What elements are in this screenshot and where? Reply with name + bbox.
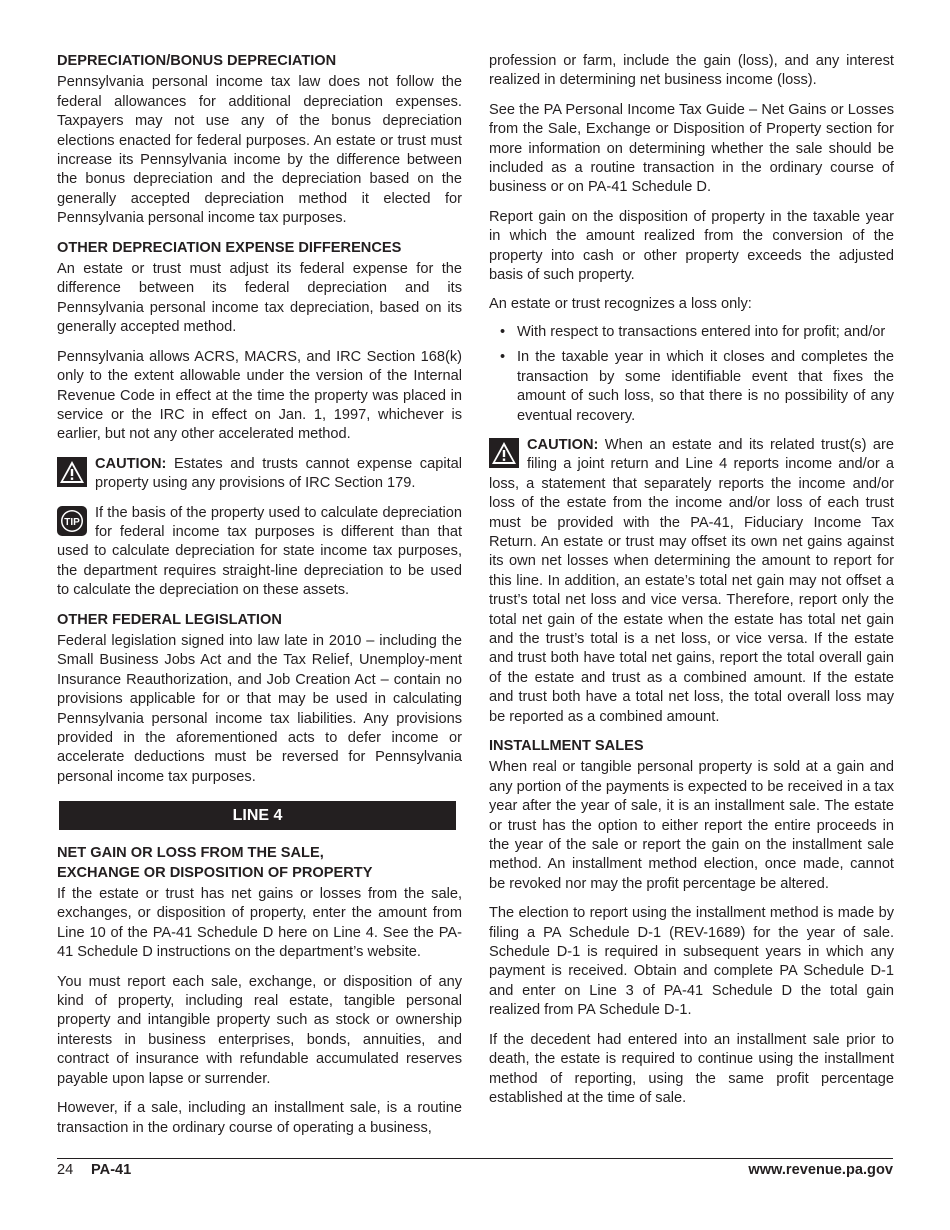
paragraph: See the PA Personal Income Tax Guide – Net Gains or Losses from the Sale, Exchange or Disposition of Property section for more information on determining whether the sale should be included as a routine transaction in the ordinary course of business or on PA-41 Schedule D. [489, 101, 894, 196]
section-heading: OTHER FEDERAL LEGISLATION [57, 611, 282, 628]
bullet-icon: • [500, 323, 506, 340]
paragraph: Pennsylvania allows ACRS, MACRS, and IRC Section 168(k) only to the extent allowable under the version of the Internal Revenue Code in effect at the time the property was placed in service or the IRC in effect on Jan. 1, 1997, whichever is earlier, but not any other accelerated method. [57, 348, 462, 443]
paragraph: When real or tangible personal property is sold at a gain and any portion of the payments is expected to be received in a tax year after the year of sale, it is an installment sale. The estate or trust has the option to either report the entire proceeds in the year of the sale or report the gain on the installment sale method. An installment method election, once made, cannot be revoked nor may the profit percentage be altered. [489, 759, 894, 892]
paragraph: If the decedent had entered into an installment sale prior to death, the estate is required to continue using the installment method of reporting, using the same profit percentage established at the time of sale. [489, 1031, 894, 1106]
page-number: 24 [57, 1162, 74, 1178]
svg-text:TIP: TIP [64, 516, 80, 528]
form-name: PA-41 [91, 1162, 132, 1178]
left-column [57, 52, 462, 1148]
paragraph: Pennsylvania personal income tax law does not follow the federal allowances for additional depreciation expenses. Taxpayers may not use any of the bonus depreciation elections enacted for federal purposes. An estate or trust must increase its Pennsylvania income by the difference between the bonus depreciation and the depreciation based on the generally accepted depreciation method it elected for Pennsylvania personal income tax purposes. [57, 74, 462, 227]
caution-note [57, 455, 462, 494]
section-heading: DEPRECIATION/BONUS DEPRECIATION [57, 53, 337, 69]
heading-line-2: EXCHANGE OR DISPOSITION OF PROPERTY [57, 864, 373, 881]
heading-line-1: NET GAIN OR LOSS FROM THE SALE, [57, 845, 324, 862]
section-bonus-depreciation [57, 52, 462, 229]
list-item-text: In the taxable year in which it closes and completes the transaction by some identifiable event that fixes the amount of such loss, so that there is no possibility of any eventual recovery. [517, 349, 894, 424]
caution-label: CAUTION: [527, 436, 599, 453]
website-link[interactable]: www.revenue.pa.gov [748, 1162, 893, 1178]
list-item [500, 323, 894, 342]
caution-label: CAUTION: [95, 455, 167, 472]
tip-icon [57, 506, 87, 536]
warning-triangle-icon [57, 457, 87, 487]
section-installment-sales [489, 737, 894, 1108]
paragraph: profession or farm, include the gain (loss), and any interest realized in determining net business income (loss). [489, 53, 894, 89]
line-4-banner: LINE 4 [59, 801, 456, 830]
footer-divider [57, 1158, 893, 1159]
paragraph: An estate or trust must adjust its federal expense for the difference between its federal depreciation and its Pennsylvania personal income tax depreciation, based on its generally accepted method. [57, 261, 462, 336]
section-net-gain-loss [57, 844, 462, 1138]
caution-note [489, 436, 894, 727]
caution-text [57, 455, 462, 494]
section-heading [57, 844, 462, 883]
section-other-depreciation [57, 239, 462, 601]
paragraph: You must report each sale, exchange, or disposition of any kind of property, including real estate, tangible personal property and intangible property such as stock or ownership interests in business enterprises, bonds, annuities, and contract of insurance with refundable accumulated reserves payable upon lapse or surrender. [57, 973, 462, 1087]
paragraph: Report gain on the disposition of property in the taxable year in which the amount realized from the conversion of the property into cash or other property exceeds the adjusted basis of such property. [489, 208, 894, 284]
right-column [489, 52, 894, 1118]
paragraph: An estate or trust recognizes a loss only: [489, 296, 752, 313]
paragraph: If the estate or trust has net gains or losses from the sale, exchanges, or disposition of property, enter the amount from Line 10 of the PA-41 Schedule D here on Line 4. See the PA-41 Schedule D instructions on the department’s website. [57, 886, 462, 961]
list-item [500, 348, 894, 426]
loss-conditions-list [489, 323, 894, 426]
caution-body: When an estate and its related trust(s) are filing a joint return and Line 4 reports income and/or a loss, a statement that separately reports the income and/or loss of the estate from the income and/or loss of each trust must be provided with the PA-41, Fiduciary Income Tax Return. An estate or trust may offset its own net gains against its own net losses when determining the amount to report for this line. In addition, an estate’s total net gain may not offset a trust’s total net loss and vice versa. Therefore, report only the total net gain of the estate when the estate has total net gain and the trust’s total is a net loss, or vice versa. If the estate and trust both have total net gains, report the total overall gain of the estate and trust as a combined amount. If the estate and trust both have a total net loss, the total overall loss may be reported as a combined amount. [489, 436, 894, 725]
section-heading: INSTALLMENT SALES [489, 738, 644, 754]
warning-triangle-icon [489, 438, 519, 468]
paragraph: However, if a sale, including an installment sale, is a routine transaction in the ordinary course of operating a business, [57, 1100, 462, 1136]
tip-note [57, 504, 462, 601]
caution-text [489, 436, 894, 727]
bullet-icon: • [500, 349, 506, 366]
tip-text: If the basis of the property used to calculate depreciation for federal income tax purposes is different than that used to calculate depreciation for state income tax purposes, the department requires straight-line depreciation to be used to calculate the depreciation on these assets. [57, 504, 462, 599]
paragraph: The election to report using the installment method is made by filing a PA Schedule D-1 (REV-1689) for the year of sale. Schedule D-1 is required in subsequent years in which any payment is received. Obtain and complete PA Schedule D-1 and enter on Line 3 of PA-41 Schedule D the total gain realized from PA Schedule D-1. [489, 905, 894, 1019]
section-heading: OTHER DEPRECIATION EXPENSE DIFFERENCES [57, 239, 402, 256]
caution-body: Estates and trusts cannot expense capital property using any provisions of IRC Section 179. [95, 455, 462, 492]
paragraph: Federal legislation signed into law late in 2010 – including the Small Business Jobs Act and the Tax Relief, Unemploy-ment Insurance Reauthorization, and Job Creation Act – contain no provisions applicable for or that may be used in calculating Pennsylvania personal income tax liabilities. Any provisions provided in the aforementioned acts to defer income or accelerate deductions must be reversed for Pennsylvania personal income tax purposes. [57, 632, 462, 785]
list-item-text: With respect to transactions entered into for profit; and/or [517, 323, 886, 340]
section-federal-legislation [57, 611, 462, 788]
